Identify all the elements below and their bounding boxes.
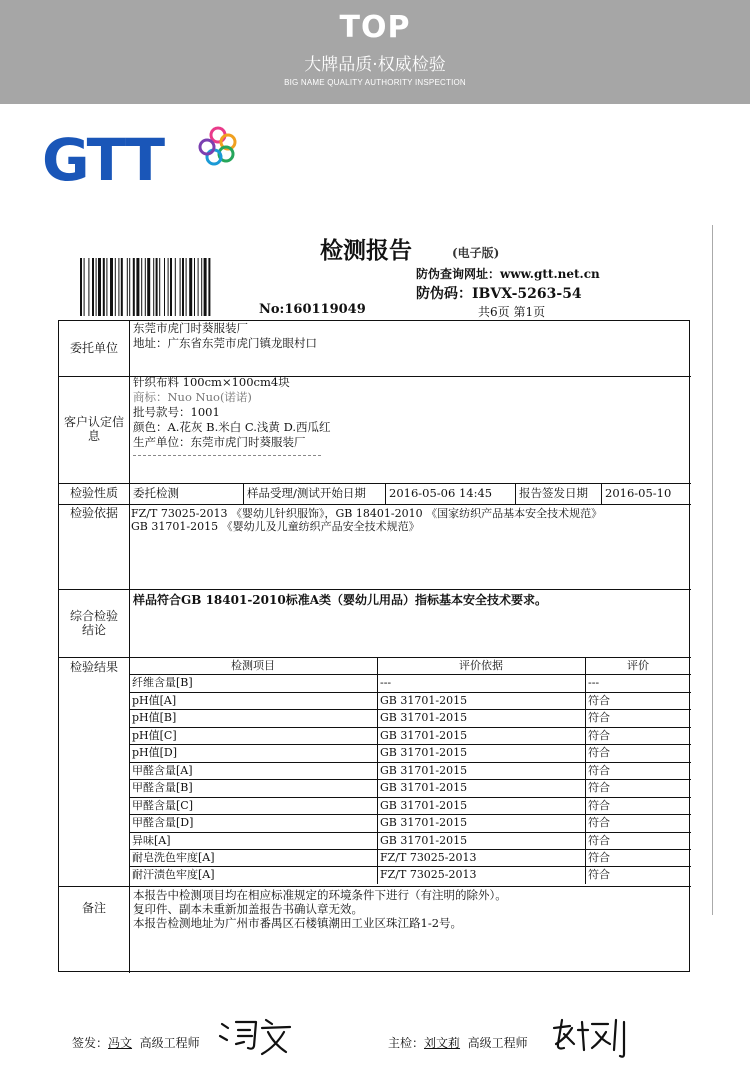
note-line: 本报告检测地址为广州市番禺区石楼镇潮田工业区珠江路1-2号。 — [133, 916, 463, 930]
notes-label: 备注 — [81, 901, 106, 915]
barcode-bar — [198, 258, 199, 316]
barcode-bar — [136, 258, 139, 316]
barcode-bar — [110, 258, 113, 316]
barcode-bar — [189, 258, 192, 316]
barcode-bar — [204, 258, 207, 316]
result-basis: GB 31701-2015 — [380, 763, 468, 777]
sample-line: 针织布料 100cm×100cm4块 — [133, 375, 290, 389]
banner-subtitle: 大牌品质·权威检验 — [304, 55, 446, 75]
barcode-bar — [133, 258, 135, 316]
barcode-bar — [88, 258, 89, 316]
result-basis: GB 31701-2015 — [380, 728, 468, 742]
result-evaluation: 符合 — [588, 711, 610, 725]
anti-fake-code: 防伪码：IBVX-5263-54 — [416, 286, 582, 302]
barcode-bar — [186, 258, 187, 316]
rule — [59, 886, 691, 887]
result-item: pH值[B] — [132, 711, 177, 725]
results-header: 检测项目 — [231, 659, 275, 672]
result-item: 耐汗渍色牢度[A] — [132, 868, 215, 882]
client-address: 地址：广东省东莞市虎门镇龙眼村口 — [133, 336, 317, 350]
result-evaluation: 符合 — [588, 798, 610, 812]
barcode-bar — [141, 258, 142, 316]
result-evaluation: 符合 — [588, 868, 610, 882]
barcode-bar — [115, 258, 116, 316]
barcode-bar — [164, 258, 165, 316]
result-basis: GB 31701-2015 — [380, 746, 468, 760]
barcode-bar — [92, 258, 94, 316]
banner-title: TOP — [339, 10, 411, 45]
barcode-bar — [168, 258, 169, 316]
sample-label: 客户认定信息 — [63, 415, 124, 443]
barcode-bar — [170, 258, 172, 316]
received-date-label: 样品受理/测试开始日期 — [247, 486, 366, 500]
barcode-bar — [180, 258, 181, 316]
inspector-prefix: 主检： — [388, 1036, 425, 1050]
verify-url: 防伪查询网址：www.gtt.net.cn — [416, 267, 600, 281]
result-item: pH值[D] — [132, 746, 178, 760]
client-label: 委托单位 — [69, 341, 118, 355]
inspector-name: 刘文莉 — [424, 1036, 461, 1050]
result-evaluation: 符合 — [588, 693, 610, 707]
barcode — [80, 258, 252, 316]
top-banner — [0, 0, 750, 104]
issuer-signature-line — [72, 1034, 200, 1051]
inspector-title: 高级工程师 — [467, 1036, 528, 1050]
basis-line: GB 31701-2015 《婴幼儿及儿童纺织产品安全技术规范》 — [131, 520, 420, 533]
rule — [601, 483, 602, 504]
issuer-name: 冯文 — [108, 1036, 133, 1050]
result-item: pH值[C] — [132, 728, 177, 742]
result-item: pH值[A] — [132, 693, 177, 707]
barcode-bar — [153, 258, 154, 316]
issuer-prefix: 签发： — [72, 1036, 109, 1050]
result-basis: GB 31701-2015 — [380, 781, 468, 795]
results-label: 检验结果 — [69, 660, 118, 674]
result-basis: GB 31701-2015 — [380, 798, 468, 812]
issuer-handwritten-signature — [214, 1014, 294, 1058]
page-edge-line — [712, 225, 713, 915]
rule — [59, 504, 691, 505]
note-line: 本报告中检测项目均在相应标准规定的环境条件下进行（有注明的除外）。 — [133, 888, 507, 902]
basis-label: 检验依据 — [69, 506, 118, 520]
received-date: 2016-05-06 14:45 — [389, 486, 493, 500]
result-evaluation: 符合 — [588, 728, 610, 742]
barcode-bar — [118, 258, 119, 316]
barcode-bar — [129, 258, 130, 316]
result-basis: GB 31701-2015 — [380, 833, 468, 847]
gtt-logo — [42, 124, 242, 188]
result-evaluation: 符合 — [588, 833, 610, 847]
client-name: 东莞市虎门时葵服装厂 — [133, 321, 248, 335]
barcode-bar — [127, 258, 128, 316]
result-item: 纤维含量[B] — [132, 676, 193, 690]
barcode-bar — [194, 258, 195, 316]
banner-english: BIG NAME QUALITY AUTHORITY INSPECTION — [284, 78, 466, 87]
svg-text:GTT: GTT — [42, 126, 164, 188]
inspector-handwritten-signature — [548, 1014, 632, 1058]
barcode-bar — [175, 258, 176, 316]
page-count: 共6页 第1页 — [478, 305, 546, 319]
result-item: 甲醛含量[B] — [132, 781, 193, 795]
barcode-bar — [98, 258, 101, 316]
result-item: 甲醛含量[C] — [132, 798, 193, 812]
barcode-bar — [121, 258, 123, 316]
result-basis: FZ/T 73025-2013 — [380, 850, 477, 864]
sample-line: 颜色：A.花灰 B.米白 C.浅黄 D.西瓜红 — [133, 420, 331, 434]
barcode-bar — [106, 258, 107, 316]
result-item: 异味[A] — [132, 833, 171, 847]
sample-line: 商标：Nuo Nuo(诺诺) — [133, 390, 252, 404]
barcode-bar — [156, 258, 158, 316]
result-basis: GB 31701-2015 — [380, 693, 468, 707]
result-item: 甲醛含量[D] — [132, 816, 194, 830]
inspection-type-label: 检验性质 — [69, 486, 118, 500]
result-evaluation: 符合 — [588, 816, 610, 830]
result-evaluation: --- — [588, 676, 600, 690]
rule — [515, 483, 516, 504]
results-header: 评价依据 — [459, 659, 503, 672]
report-number: No:160119049 — [259, 302, 366, 317]
inspector-signature-line — [388, 1034, 528, 1051]
result-item: 耐皂洗色牢度[A] — [132, 850, 215, 864]
barcode-bar — [159, 258, 160, 316]
conclusion-label: 综合检验结论 — [69, 609, 118, 637]
rule — [129, 321, 130, 973]
results-header: 评价 — [627, 659, 649, 672]
inspection-type: 委托检测 — [133, 486, 179, 500]
result-item: 甲醛含量[A] — [132, 763, 193, 777]
issued-date: 2016-05-10 — [605, 486, 672, 500]
barcode-bar — [84, 258, 85, 316]
result-basis: GB 31701-2015 — [380, 816, 468, 830]
barcode-bar — [145, 258, 146, 316]
rule — [385, 483, 386, 504]
conclusion-text: 样品符合GB 18401-2010标准A类（婴幼儿用品）指标基本安全技术要求。 — [133, 593, 548, 607]
rule — [59, 483, 691, 484]
result-basis: --- — [380, 676, 392, 690]
barcode-bar — [201, 258, 202, 316]
result-evaluation: 符合 — [588, 746, 610, 760]
result-evaluation: 符合 — [588, 850, 610, 864]
divider — [133, 455, 321, 456]
barcode-bar — [80, 258, 82, 316]
note-line: 复印件、副本未重新加盖报告书确认章无效。 — [133, 902, 363, 916]
result-basis: FZ/T 73025-2013 — [380, 868, 477, 882]
rule — [59, 589, 691, 590]
report-title: 检测报告 — [320, 238, 412, 264]
rule — [243, 483, 244, 504]
sample-line: 批号款号：1001 — [133, 405, 220, 419]
barcode-bar — [103, 258, 105, 316]
electronic-tag: (电子版) — [452, 246, 500, 260]
barcode-bar — [96, 258, 97, 316]
barcode-bar — [182, 258, 184, 316]
result-basis: GB 31701-2015 — [380, 711, 468, 725]
basis-line: FZ/T 73025-2013 《婴幼儿针织服饰》，GB 18401-2010 《国家纺织产品基本安全技术规范》 — [131, 507, 603, 520]
result-evaluation: 符合 — [588, 763, 610, 777]
barcode-bar — [208, 258, 210, 316]
barcode-bar — [147, 258, 150, 316]
issuer-title: 高级工程师 — [139, 1036, 200, 1050]
report-table — [58, 320, 690, 972]
issued-date-label: 报告签发日期 — [519, 486, 588, 500]
result-evaluation: 符合 — [588, 781, 610, 795]
sample-line: 生产单位：东莞市虎门时葵服装厂 — [133, 435, 306, 449]
